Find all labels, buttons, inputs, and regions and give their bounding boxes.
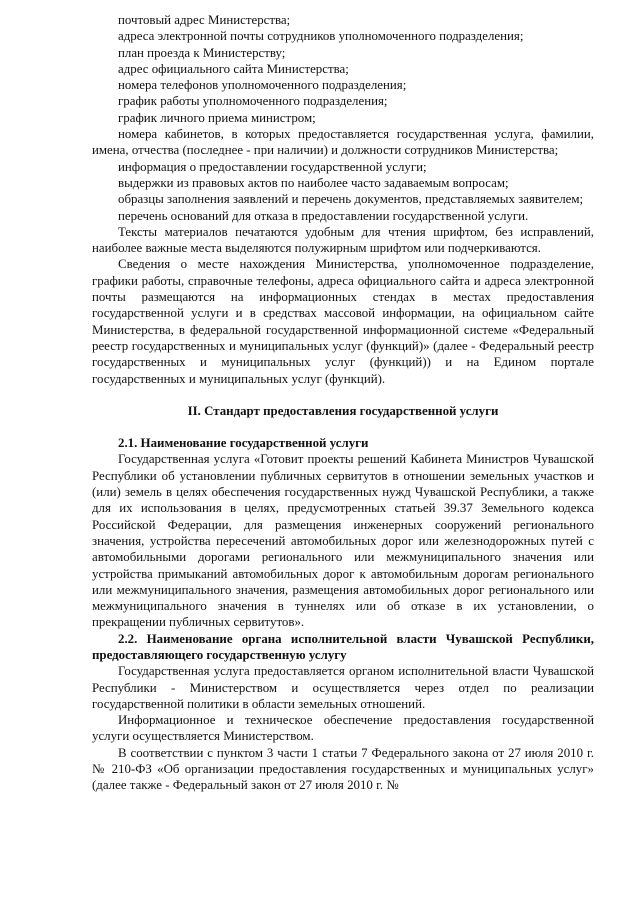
list-item-postal-address: почтовый адрес Министерства; bbox=[118, 13, 291, 27]
list-item-website: адрес официального сайта Министерства; bbox=[118, 61, 349, 76]
section-heading: II. Стандарт предоставления государственной услуги bbox=[187, 403, 499, 418]
list-item-schedule: график работы уполномоченного подразделения; bbox=[118, 94, 388, 109]
paragraph-2-2-a: Государственная услуга предоставляется органом исполнительной власти Чувашской Республики - Министерством и осуществляется через отдел по реализации государственной политики в области земельных отношений. bbox=[92, 664, 594, 711]
list-item-route-plan: план проезда к Министерству; bbox=[118, 45, 286, 60]
paragraph-2-2-c: В соответствии с пунктом 3 части 1 статьи 7 Федерального закона от 27 июля 2010 г. № 210-ФЗ «Об организации предоставления государственных и муниципальных услуг» (далее также - Федеральный закон от 27 июля 2010 г. № bbox=[92, 745, 594, 793]
list-item-phones: номера телефонов уполномоченного подразделения; bbox=[118, 78, 407, 93]
paragraph-text-materials: Тексты материалов печатаются удобным для чтения шрифтом, без исправлений, наиболее важные места выделяются полужирным шрифтом или подчеркиваются. bbox=[92, 224, 594, 256]
subsection-heading-2-1: 2.1. Наименование государственной услуги bbox=[118, 436, 369, 451]
list-item-service-info: информация о предоставлении государственной услуги; bbox=[118, 159, 427, 174]
list-item-minister-reception: график личного приема министром; bbox=[118, 110, 316, 125]
paragraph-2-1: Государственная услуга «Готовит проекты решений Кабинета Министров Чувашской Республики об установлении публичных сервитутов в отношении земельных участков и (или) земель в целях обеспечения государственных нужд Чувашской Республики, а также для их использования в целях, предусмотренных статьей 39.37 Земельного кодекса Российской Федерации, для размещения инженерных сооружений регионального значения, устройства пересечений автомобильных дорог или железнодорожных путей с автомобильными дорогами регионального или межмуниципального значения или устройства примыканий автомобильных дорог к автомобильным дорогам регионального или межмуниципального значения, размещения автомобильных дорог регионального или межмуниципального значения в туннелях или об отказе в их установлении, о прекращении публичных сервитутов». bbox=[92, 452, 594, 630]
document-page bbox=[92, 12, 594, 794]
list-item-offices: номера кабинетов, в которых предоставляется государственная услуга, фамилии, имена, отчества (последнее - при наличии) и должности сотрудников Министерства; bbox=[92, 127, 594, 158]
paragraph-location-info: Сведения о месте нахождения Министерства, уполномоченное подразделение, графики работы, справочные телефоны, адреса официального сайта и адреса электронной почты размещаются на информационных стендах в местах предоставления государственной услуги и в средствах массовой информации, на официальном сайте Министерства, в федеральной государственной информационной системе «Федеральный реестр государственных и муниципальных услуг (функций)» (далее - Федеральный реестр государственных и муниципальных услуг (функций)) и на Едином портале государственных и муниципальных услуг (функций). bbox=[92, 257, 594, 386]
list-item-refusal-grounds: перечень оснований для отказа в предоставлении государственной услуги. bbox=[118, 208, 529, 223]
paragraph-2-2-b: Информационное и техническое обеспечение предоставления государственной услуги осуществляется Министерством. bbox=[92, 713, 594, 744]
list-item-emails: адреса электронной почты сотрудников уполномоченного подразделения; bbox=[118, 29, 524, 44]
list-item-legal-extracts: выдержки из правовых актов по наиболее часто задаваемым вопросам; bbox=[118, 175, 509, 190]
list-item-form-samples: образцы заполнения заявлений и перечень документов, представляемых заявителем; bbox=[118, 192, 584, 207]
subsection-heading-2-2: 2.2. Наименование органа исполнительной власти Чувашской Республики, предоставляющего государственную услугу bbox=[92, 631, 594, 662]
